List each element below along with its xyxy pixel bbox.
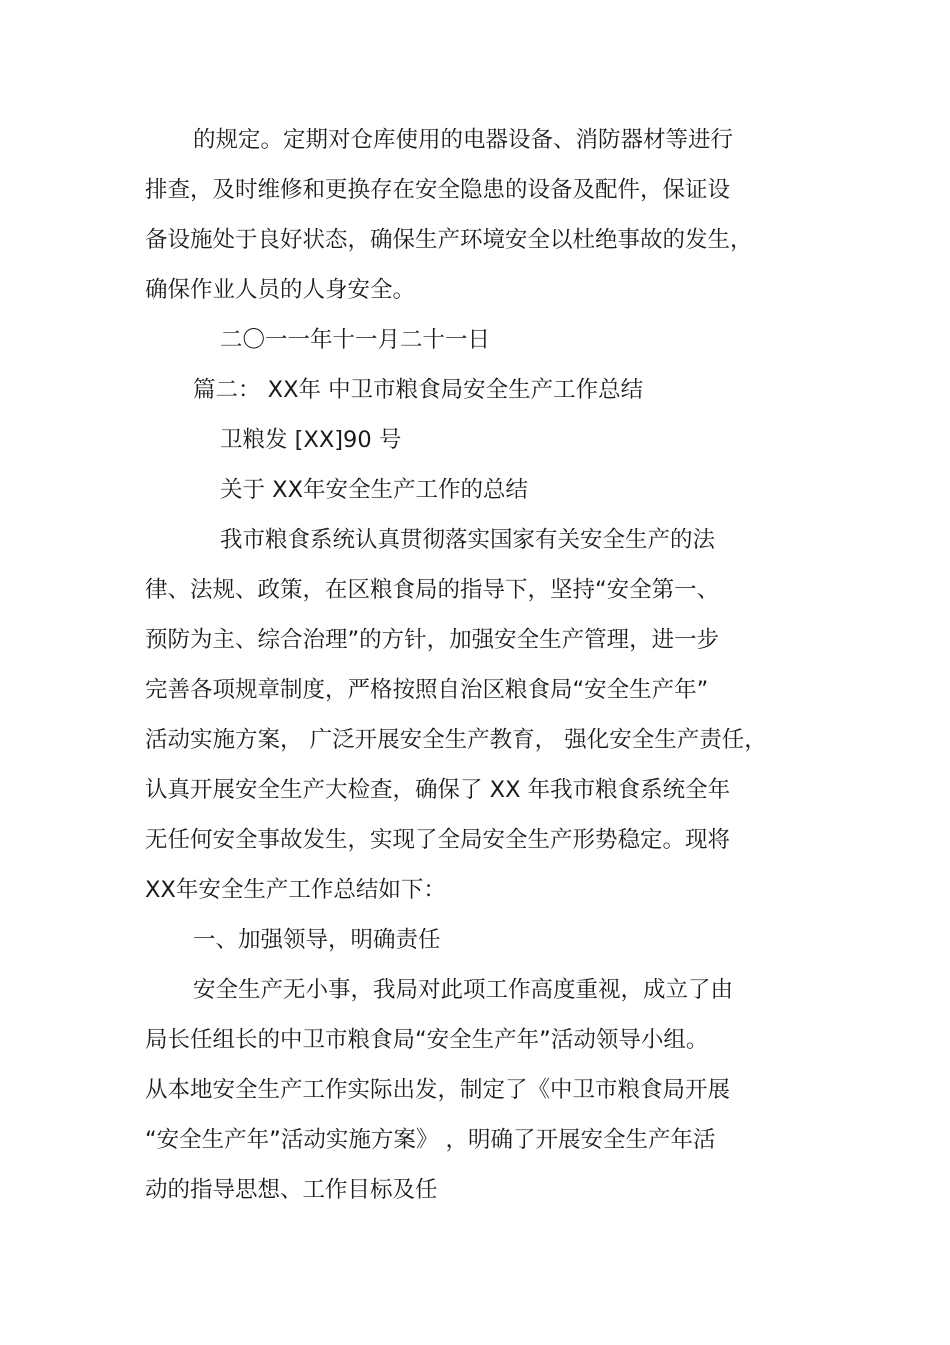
text-line: 确保作业人员的人身安全。 [145, 277, 416, 303]
text-line: 预防为主、综合治理”的方针，加强安全生产管理，进一步 [145, 627, 720, 653]
text-line: 无任何安全事故发生，实现了全局安全生产形势稳定。现将 [145, 827, 731, 853]
document-title: 关于 XX年安全生产工作的总结 [220, 477, 528, 503]
text-line: 排查，及时维修和更换存在安全隐患的设备及配件，保证设 [145, 177, 731, 203]
text-line: 局长任组长的中卫市粮食局“安全生产年”活动领导小组。 [145, 1027, 709, 1053]
text-line: 的规定。定期对仓库使用的电器设备、消防器材等进行 [193, 127, 734, 153]
text-line: 备设施处于良好状态，确保生产环境安全以杜绝事故的发生， [145, 227, 753, 253]
text-line: 活动实施方案， 广泛开展安全生产教育， 强化安全生产责任， [145, 727, 767, 753]
text-line: 从本地安全生产工作实际出发，制定了《中卫市粮食局开展 [145, 1077, 731, 1103]
text-line: “安全生产年”活动实施方案》 ，明确了开展安全生产年活 [145, 1127, 716, 1153]
section-heading: 篇二： XX年 中卫市粮食局安全生产工作总结 [193, 377, 644, 403]
text-line: 我市粮食系统认真贯彻落实国家有关安全生产的法 [220, 527, 716, 553]
text-line: XX年安全生产工作总结如下： [145, 877, 446, 903]
text-line: 动的指导思想、工作目标及任 [145, 1177, 438, 1203]
text-line: 律、法规、政策，在区粮食局的指导下，坚持“安全第一、 [145, 577, 720, 603]
section-heading: 一、加强领导，明确责任 [193, 927, 441, 953]
text-line: 安全生产无小事，我局对此项工作高度重视，成立了由 [193, 977, 734, 1003]
text-line: 认真开展安全生产大检查，确保了 XX 年我市粮食系统全年 [145, 777, 731, 803]
text-line: 完善各项规章制度，严格按照自治区粮食局“安全生产年” [145, 677, 709, 703]
date-line: 二〇一一年十一月二十一日 [220, 327, 491, 353]
document-number: 卫粮发 [XX]90 号 [220, 427, 402, 453]
